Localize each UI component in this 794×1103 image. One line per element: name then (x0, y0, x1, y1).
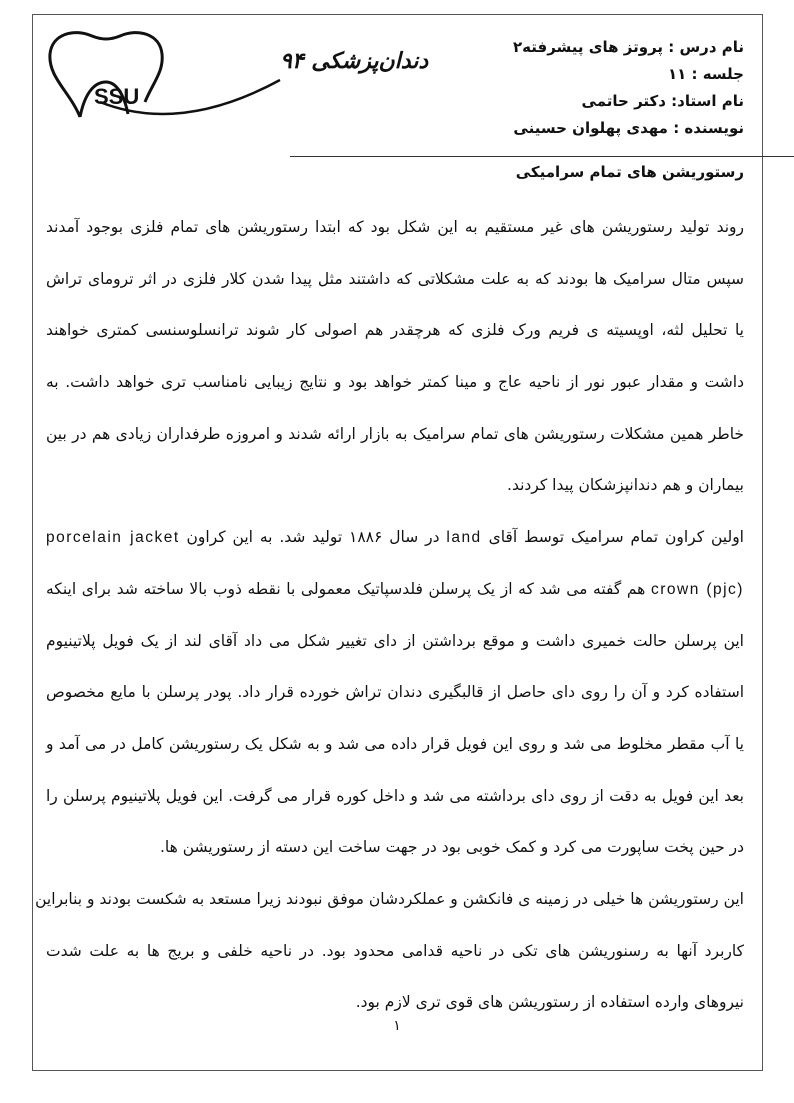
ssu-dentistry-logo (40, 22, 429, 132)
paragraph-line: بعد این فویل به دقت از روی دای برداشته می شد و داخل کوره قرار می گرفت. این فویل پلاتینیوم پرسلن را (46, 786, 744, 805)
author-name: نویسنده : مهدی پهلوان حسینی (513, 119, 744, 137)
page-number: ۱ (393, 1018, 401, 1034)
document-header (414, 34, 744, 142)
course-name: نام درس : پروتز های پیشرفته۲ (513, 38, 744, 56)
paragraph-line: یا تحلیل لثه، اوپسیته ی فریم ورک فلزی که هرچقدر هم اصولی کار شوند ترانسلوسنسی کمتری خواهند (46, 321, 744, 340)
paragraph-line: یا آب مقطر مخلوط می شد و روی این فویل قرار داده می شد و به شکل یک رستوریشن کامل در می آمد و (46, 734, 744, 753)
paragraph-line: سپس متال سرامیک ها بودند که به علت مشکلاتی که داشتند مثل پیدا شدن کلار فلزی در اثر ترومای تراش (46, 269, 744, 288)
paragraph-line: نیروهای وارده استفاده از رستوریشن های قوی تری لازم بود. (355, 993, 744, 1012)
body-text (35, 205, 744, 1032)
logo-name: دندان‌پزشکی ۹۴ (280, 49, 429, 74)
line-text: اولین کراون تمام سرامیک توسط آقای (488, 528, 744, 547)
section-title: رستوریشن های تمام سرامیکی (515, 163, 744, 181)
paragraph-line: در حین پخت ساپورت می کرد و کمک خوبی بود در جهت ساخت این دسته از رستوریشن ها. (160, 838, 744, 857)
paragraph-line: روند تولید رستوریشن های غیر مستقیم به این شکل بود که ابتدا رستوریشن های تمام فلزی بوجود آمدند (46, 218, 744, 236)
latin-term: crown (pjc) (650, 580, 744, 598)
paragraph-line: بیماران و هم دندانپزشکان پیدا کردند. (507, 476, 744, 495)
header-divider (290, 156, 794, 157)
paragraph-line: این رستوریشن ها خیلی در زمینه ی فانکشن و عملکردشان موفق نبودند زیرا مستعد به شکست بودند و بنابراین (35, 889, 744, 908)
paragraph-line (46, 515, 744, 567)
session-number: جلسه : ۱۱ (667, 65, 744, 83)
paragraph-line (46, 567, 744, 619)
paragraph-line: داشت و مقدار عبور نور از ناحیه عاج و مینا کمتر خواهد بود و نتایج زیبایی نامناسب تری خواهد داشت. به (46, 373, 744, 392)
paragraph-line: استفاده کرد و آن را روی دای حاصل از قالبگیری دندان تراش خورده قرار داد. پودر پرسلن با مایع مخصوص (46, 683, 744, 702)
paragraph-line: کاربرد آنها به رسنوریشن های تکی در ناحیه قدامی محدود بود. در ناحیه خلفی و بریج ها به علت شدت (46, 941, 744, 960)
paragraph-line: خاطر همین مشکلات رستوریشن های تمام سرامیک به بازار ارائه شدند و امروزه طرفداران زیادی هم در بین (46, 424, 744, 443)
line-text: هم گفته می شد که از یک پرسلن فلدسپاتیک معمولی با نقطه ذوب بالا ساخته شد برای اینکه (46, 579, 646, 598)
tooth-logo-icon (40, 22, 429, 132)
paragraph-line: این پرسلن حالت خمیری داشت و موقع برداشتن از دای تغییر شکل می داد آقای لند از یک فویل پلاتینیوم (46, 631, 744, 650)
instructor-name: نام استاد: دکتر حاتمی (581, 92, 744, 110)
latin-term: land (446, 529, 482, 547)
line-text: در سال ۱۸۸۶ تولید شد. به این کراون (186, 528, 440, 547)
latin-term: porcelain jacket (46, 529, 180, 547)
logo-abbr: SSU (94, 84, 140, 109)
